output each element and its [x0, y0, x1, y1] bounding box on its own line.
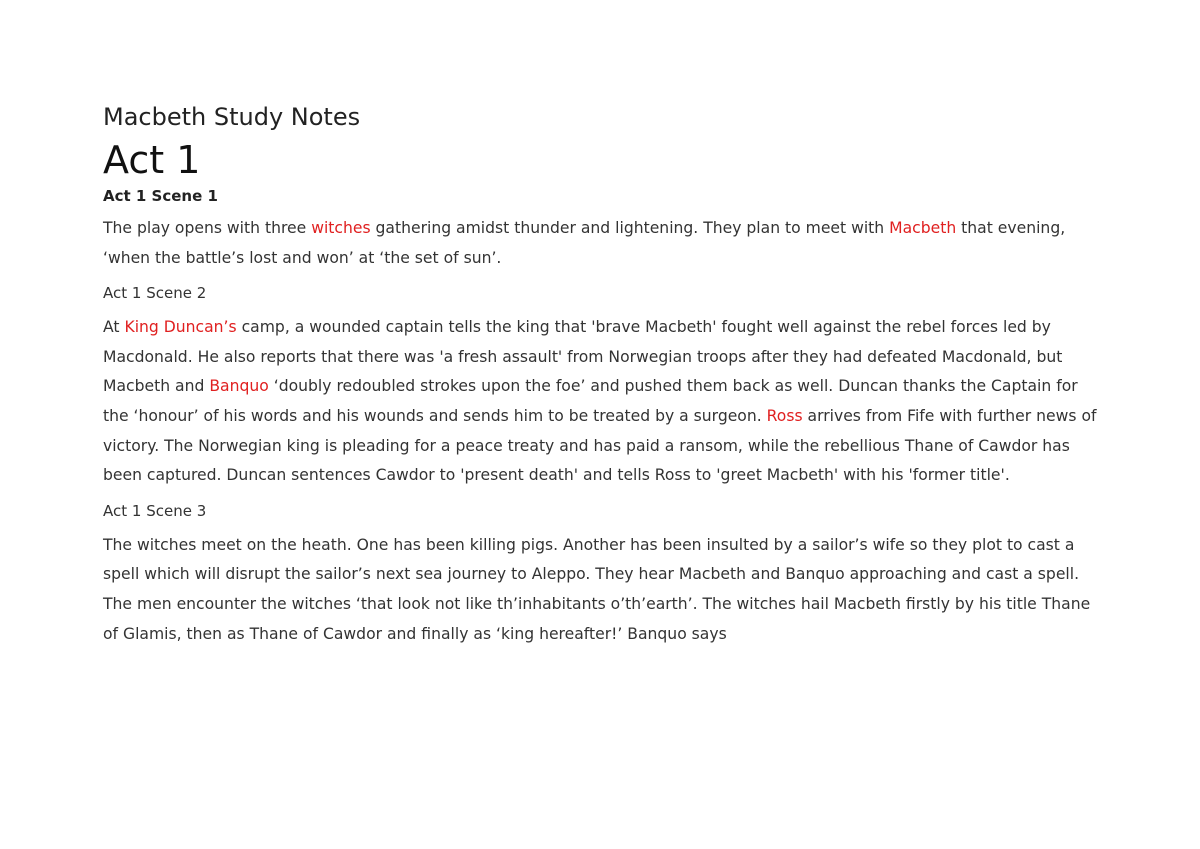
scene1-text-1: The play opens with three [103, 219, 312, 237]
highlight-king-duncan: King Duncan’s [124, 318, 237, 337]
scene3-paragraph: The witches meet on the heath. One has been killing pigs. Another has been insulted by a sailor’s wife so they plot to cast a spell which will disrupt the sailor’s next sea journey to Aleppo. They hear Macbeth and Banquo approaching and cast a spell. The men encounter the witches ‘that look not like th’inhabitants o’th’earth’. The witches hail Macbeth firstly by his title Thane of Glamis, then as Thane of Cawdor and finally as ‘king hereafter!’ Banquo says [103, 535, 1091, 643]
highlight-banquo: Banquo [209, 377, 269, 396]
highlight-witches: witches [311, 219, 371, 237]
document-title: Macbeth Study Notes [103, 103, 361, 131]
scene1-heading: Act 1 Scene 1 [103, 187, 218, 205]
scene1-paragraph [103, 214, 1103, 273]
scene3-heading: Act 1 Scene 3 [103, 501, 207, 520]
document-page [103, 100, 1103, 657]
scene2-text-3: ‘doubly redoubled strokes upon the foe’ and pushed them back as well. Duncan thanks the Captain for the ‘honour’ of his words and his wounds and sends him to be treated by a surgeon. [103, 377, 1078, 425]
scene1-text-2: gathering amidst thunder and lightening. They plan to meet with [370, 219, 890, 237]
scene2-text-2: camp, a wounded captain tells the king that 'brave Macbeth' fought well against the rebel forces led by Macdonald. He also reports that there was 'a fresh assault' from Norwegian troops after they had defeated Macdonald, but Macbeth and [103, 318, 1063, 396]
scene2-heading: Act 1 Scene 2 [103, 284, 207, 303]
highlight-macbeth: Macbeth [889, 219, 957, 237]
act-heading: Act 1 [103, 138, 201, 182]
scene2-paragraph [103, 313, 1103, 491]
scene2-text-1: At [103, 318, 125, 337]
highlight-ross: Ross [766, 406, 803, 425]
scene2-text-4: arrives from Fife with further news of victory. The Norwegian king is pleading for a peace treaty and has paid a ransom, while the rebellious Thane of Cawdor has been captured. Duncan sentences Cawdor to 'present death' and tells Ross to 'greet Macbeth' with his 'former title'. [103, 406, 1097, 485]
scene1-text-3: that evening, ‘when the battle’s lost and won’ at ‘the set of sun’. [103, 219, 1066, 267]
